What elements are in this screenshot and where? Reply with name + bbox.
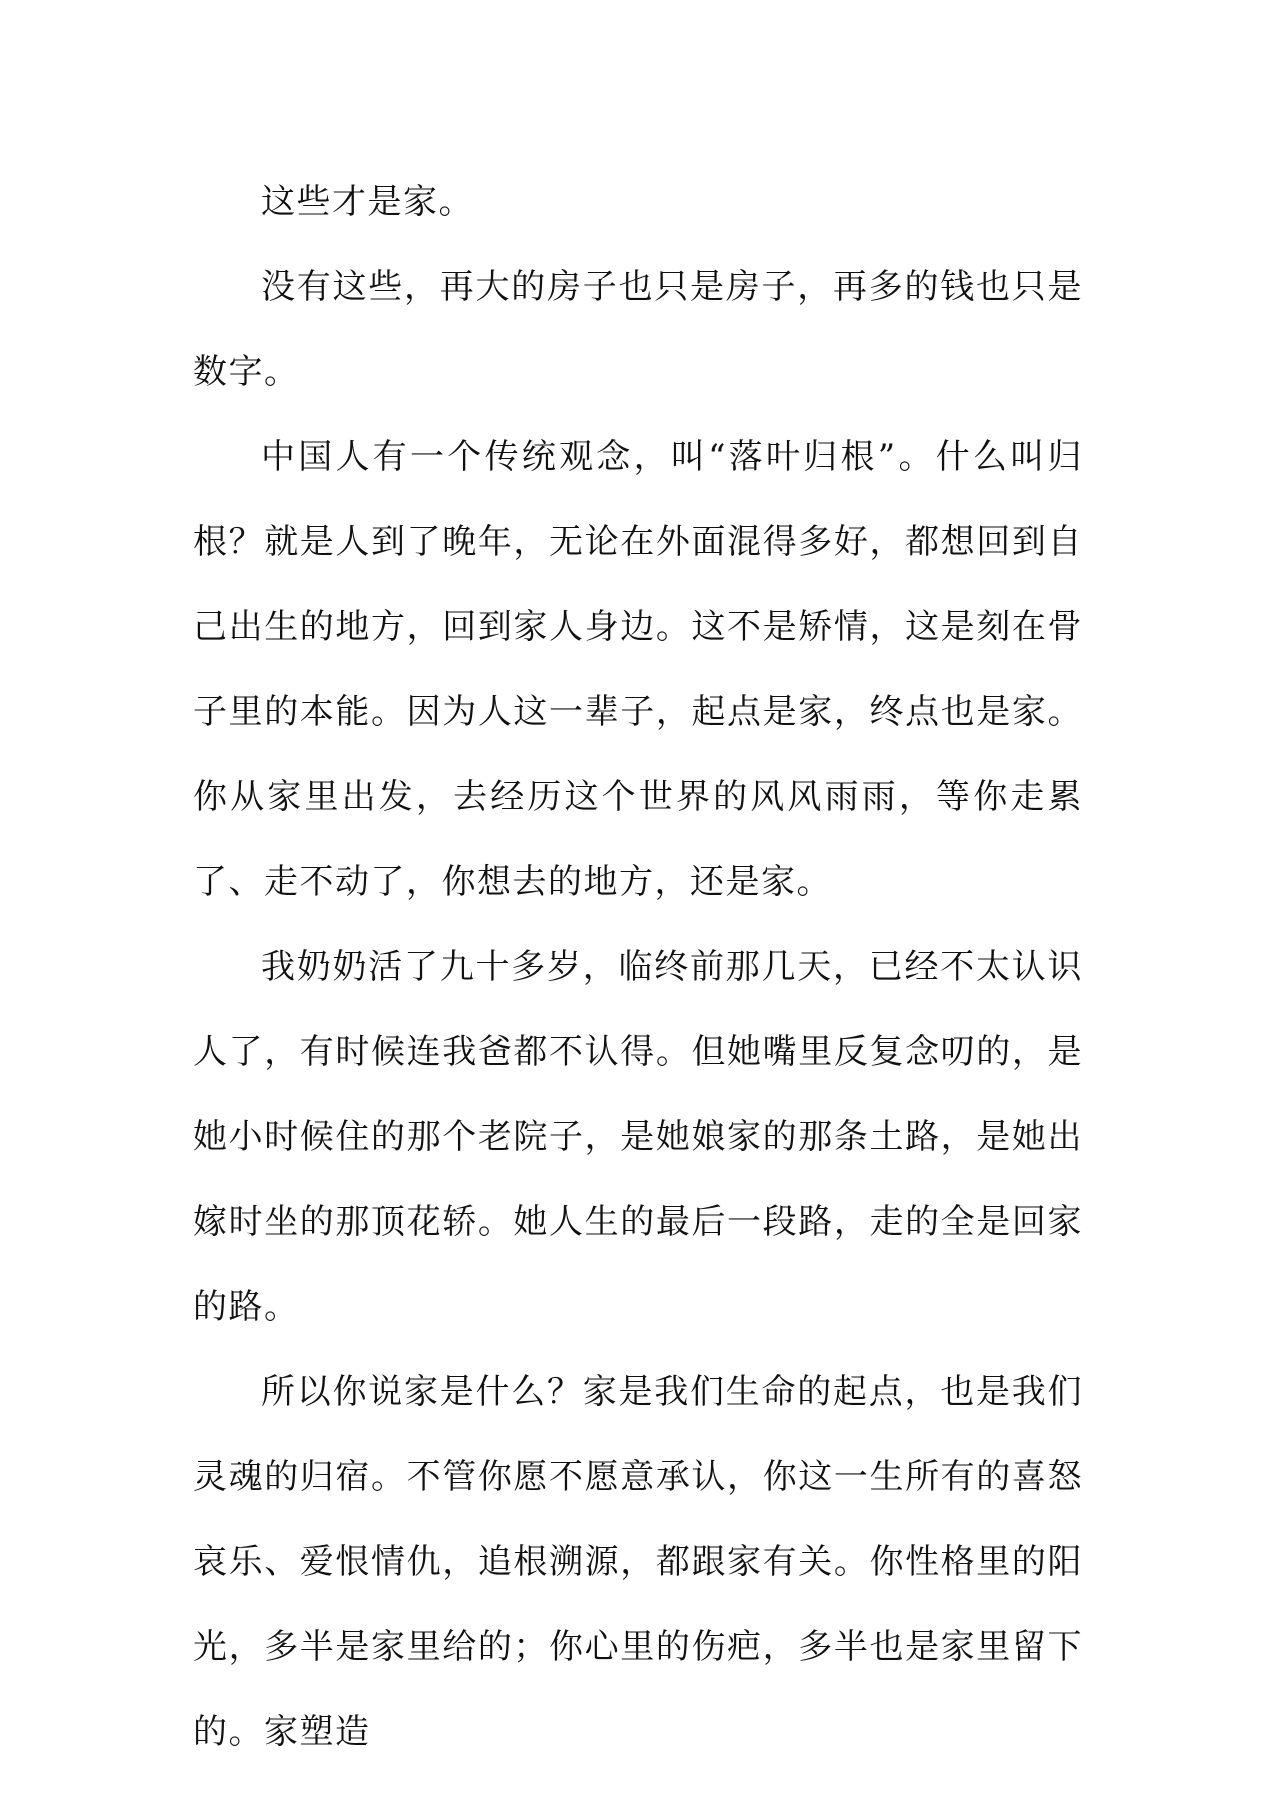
paragraph: 中国人有一个传统观念，叫“落叶归根”。什么叫归根？就是人到了晚年，无论在外面混得多好，都想回到自己出生的地方，回到家人身边。这不是矫情，这是刻在骨子里的本能。因为人这一辈子，起点是家，终点也是家。你从家里出发，去经历这个世界的风风雨雨，等你走累了、走不动了，你想去的地方，还是家。: [193, 437, 1083, 902]
paragraph: 所以你说家是什么？家是我们生命的起点，也是我们灵魂的归宿。不管你愿不愿意承认，你这一生所有的喜怒哀乐、爱恨情仇，追根溯源，都跟家有关。你性格里的阳光，多半是家里给的；你心里的伤疤，多半也是家里留下的。家塑造: [193, 1372, 1083, 1752]
body-text: [193, 160, 1083, 1775]
paragraph: 这些才是家。: [261, 182, 474, 222]
paragraph: 没有这些，再大的房子也只是房子，再多的钱也只是数字。: [193, 267, 1083, 392]
paragraph: 我奶奶活了九十多岁，临终前那几天，已经不太认识人了，有时候连我爸都不认得。但她嘴里反复念叨的，是她小时候住的那个老院子，是她娘家的那条土路，是她出嫁时坐的那顶花轿。她人生的最后一段路，走的全是回家的路。: [193, 947, 1083, 1327]
